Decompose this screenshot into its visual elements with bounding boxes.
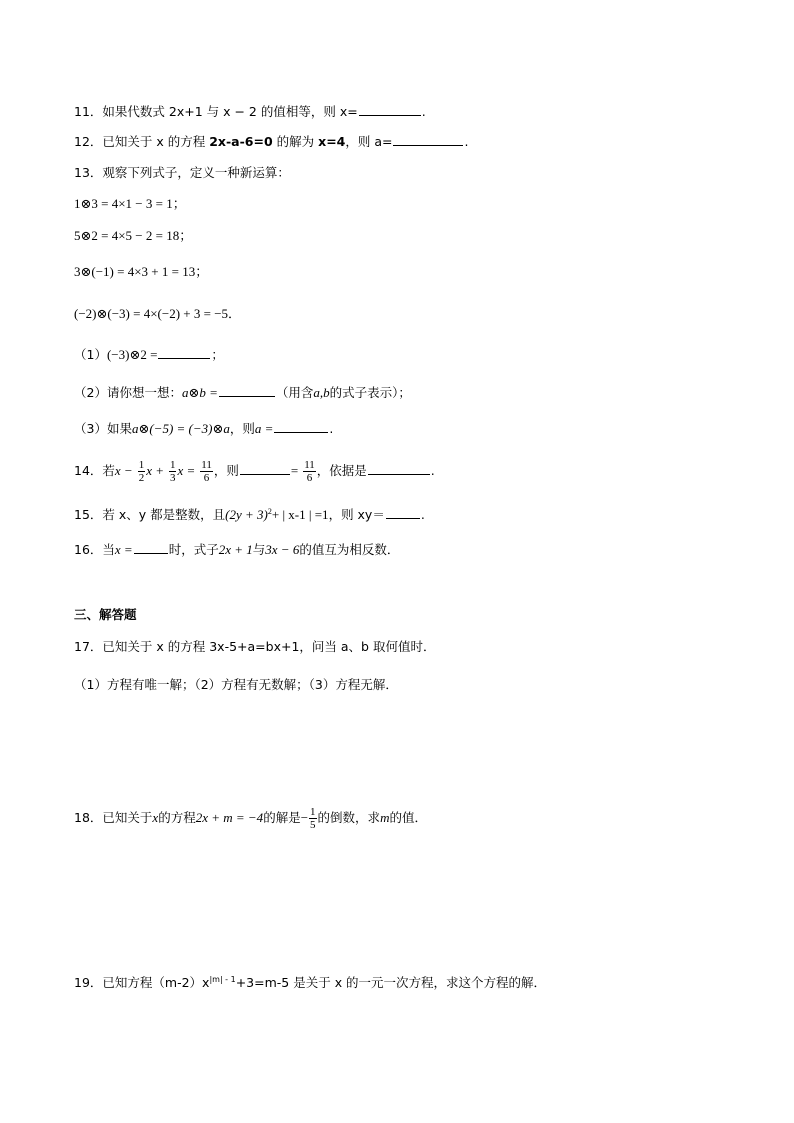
answer-blank[interactable] <box>359 103 421 116</box>
answer-blank[interactable] <box>393 133 463 146</box>
question-19: 19．已知方程$(m-2)x^{|m| - 1}+3=m-5$ 是关于 x 的一元一次方程，求这个方程的解． <box>74 975 547 991</box>
answer-blank[interactable] <box>158 346 210 359</box>
answer-blank[interactable] <box>134 541 168 554</box>
question-17: 17．已知关于 x 的方程 3x-5+a=bx+1，问当 a、b 取何值时． <box>74 639 436 654</box>
question-16: 16．当x = 时，式子2x + 1与3x − 6的值互为相反数． <box>74 542 400 557</box>
fraction: $\frac{11}{6}$ <box>201 459 212 484</box>
fraction: $\frac{1}{5}$ <box>310 806 316 831</box>
question-14: 14．若x − $\frac{1}{2}$ x + $\frac{1}{3}$ x = $\frac{11}{6}$ ，则 = $\frac{11}{6}$ ，依据是 . <box>74 459 435 484</box>
section-heading: 三、解答题 <box>74 607 137 622</box>
question-17-parts: （1）方程有唯一解；（2）方程有无数解；（3）方程无解． <box>74 677 398 692</box>
answer-blank[interactable] <box>240 462 290 475</box>
answer-blank[interactable] <box>219 384 275 397</box>
question-13-part-1: （1）(−3)⊗2 = ； <box>74 347 224 362</box>
question-13-intro: 13．观察下列式子，定义一种新运算： <box>74 165 290 180</box>
example-3: 3⊗(−1) = 4×3 + 1 = 13； <box>74 264 209 279</box>
example-2: 5⊗2 = 4×5 − 2 = 18； <box>74 228 193 243</box>
question-11: 11．如果代数式 2x+1 与 x − 2 的值相等，则 x= . <box>74 104 426 119</box>
answer-blank[interactable] <box>368 462 430 475</box>
question-13-part-2: （2）请你想一想：a⊗b = （用含a,b的式子表示）； <box>74 385 411 400</box>
question-12: 12．已知关于 x 的方程 2x-a-6=0 的解为 x=4，则 a= . <box>74 134 469 149</box>
answer-blank[interactable] <box>386 506 420 519</box>
question-18: 18．已知关于x的方程2x + m = −4的解是− $\frac{1}{5}$ 的倒数，求m的值． <box>74 806 427 831</box>
answer-blank[interactable] <box>274 420 328 433</box>
example-4: (−2)⊗(−3) = 4×(−2) + 3 = −5． <box>74 306 242 321</box>
fraction: $\frac{11}{6}$ <box>304 459 315 484</box>
example-1: 1⊗3 = 4×1 − 3 = 1； <box>74 196 186 211</box>
fraction: $\frac{1}{3}$ <box>169 459 176 484</box>
fraction: $\frac{1}{2}$ <box>138 459 145 484</box>
question-15: 15．若 x、y 都是整数，且$(2y + 3)^2+$ | x-1 | =1，则 xy＝ . <box>74 507 425 523</box>
question-13-part-3: （3）如果a⊗(−5) = (−3)⊗a，则a = . <box>74 421 334 436</box>
